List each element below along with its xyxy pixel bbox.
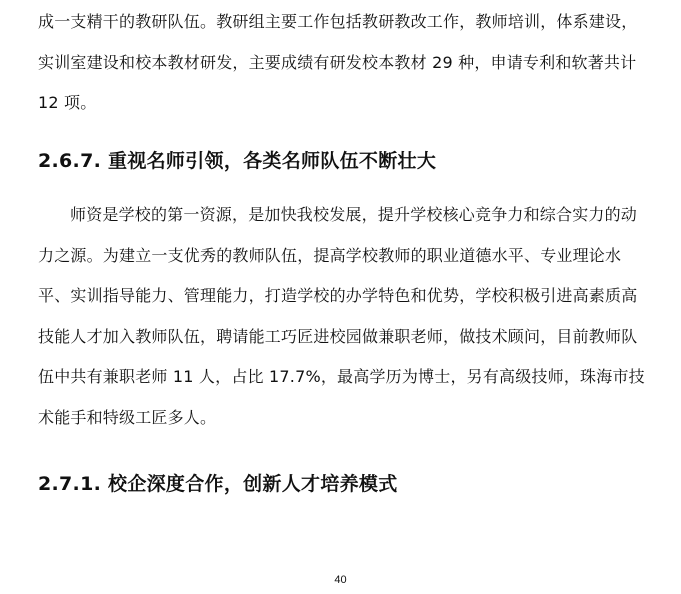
section-heading-2-7-1: 2.7.1. 校企深度合作，创新人才培养模式	[38, 473, 398, 495]
body-paragraph-faculty: 师资是学校的第一资源，是加快我校发展，提升学校核心竞争力和综合实力的动力之源。为建立一支优秀的教师队伍，提高学校教师的职业道德水平、专业理论水平、实训指导能力、管理能力，打造学校的办学特色和优势，学校积极引进高素质高技能人才加入教师队伍，聘请能工巧匠进校园做兼职老师，做技术顾问，目前教师队伍中共有兼职老师 11 人，占比 17.7%，最高学历为博士，另有高级技师，珠海市技术能手和特级工匠多人。	[38, 205, 645, 427]
page-number: 40	[334, 574, 347, 586]
section-heading-2-6-7: 2.6.7. 重视名师引领，各类名师队伍不断壮大	[38, 150, 437, 172]
body-paragraph-top: 成一支精干的教研队伍。教研组主要工作包括教研教改工作，教师培训，体系建设，实训室建设和校本教材研发，主要成绩有研发校本教材 29 种，申请专利和软著共计 12 项。	[38, 12, 638, 112]
